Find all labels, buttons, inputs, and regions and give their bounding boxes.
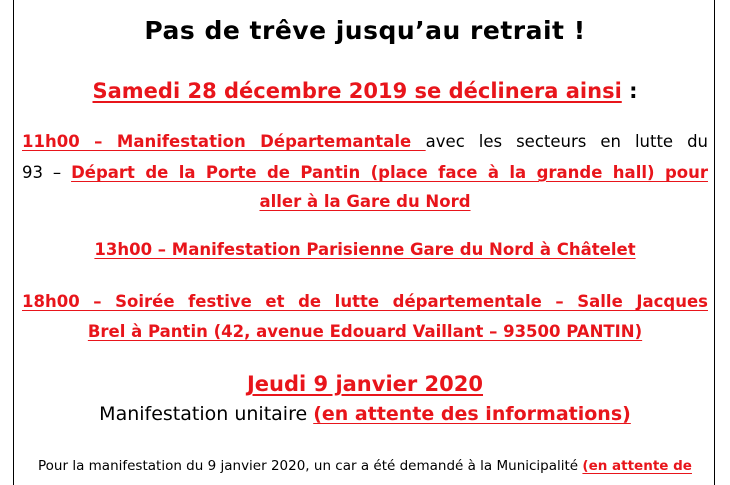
subtitle-date: Samedi 28 décembre 2019 se déclinera ainsi bbox=[92, 79, 622, 103]
event1-time-label: 11h00 – Manifestation Départemantale bbox=[22, 132, 426, 151]
footer-red: (en attente de bbox=[582, 458, 692, 474]
jeudi-manif-text: Manifestation unitaire bbox=[99, 403, 314, 425]
event3-line2 bbox=[22, 322, 708, 341]
jeudi-date: Jeudi 9 janvier 2020 bbox=[246, 372, 484, 396]
event1-line3 bbox=[22, 192, 708, 211]
event1-line2 bbox=[22, 163, 708, 182]
footer-line bbox=[22, 458, 708, 474]
subtitle-line bbox=[22, 79, 708, 103]
event2-text: 13h00 – Manifestation Parisienne Gare du Nord à Châtelet bbox=[94, 240, 636, 259]
jeudi-heading bbox=[22, 372, 708, 396]
jeudi-manifestation-line bbox=[22, 403, 708, 425]
event1-line2-red: Départ de la Porte de Pantin (place face à la grande hall) pour bbox=[71, 163, 708, 182]
subtitle-suffix: : bbox=[621, 79, 638, 103]
event1-line2-prefix: 93 – bbox=[22, 163, 72, 182]
event1-line1 bbox=[22, 132, 708, 151]
event3-line1 bbox=[22, 292, 708, 311]
footer-text: Pour la manifestation du 9 janvier 2020, un car a été demandé à la Municipalité bbox=[38, 458, 583, 474]
event3-line1-text: 18h00 – Soirée festive et de lutte départementale – Salle Jacques bbox=[22, 292, 708, 311]
event1-line1-rest: avec les secteurs en lutte du bbox=[425, 132, 709, 151]
event2-line bbox=[22, 240, 708, 259]
page-title: Pas de trêve jusqu’au retrait ! bbox=[144, 16, 586, 45]
jeudi-manif-red: (en attente des informations) bbox=[313, 403, 631, 425]
event3-line2-text: Brel à Pantin (42, avenue Edouard Vaillant – 93500 PANTIN) bbox=[87, 322, 643, 341]
event1-line3-red: aller à la Gare du Nord bbox=[259, 192, 471, 211]
